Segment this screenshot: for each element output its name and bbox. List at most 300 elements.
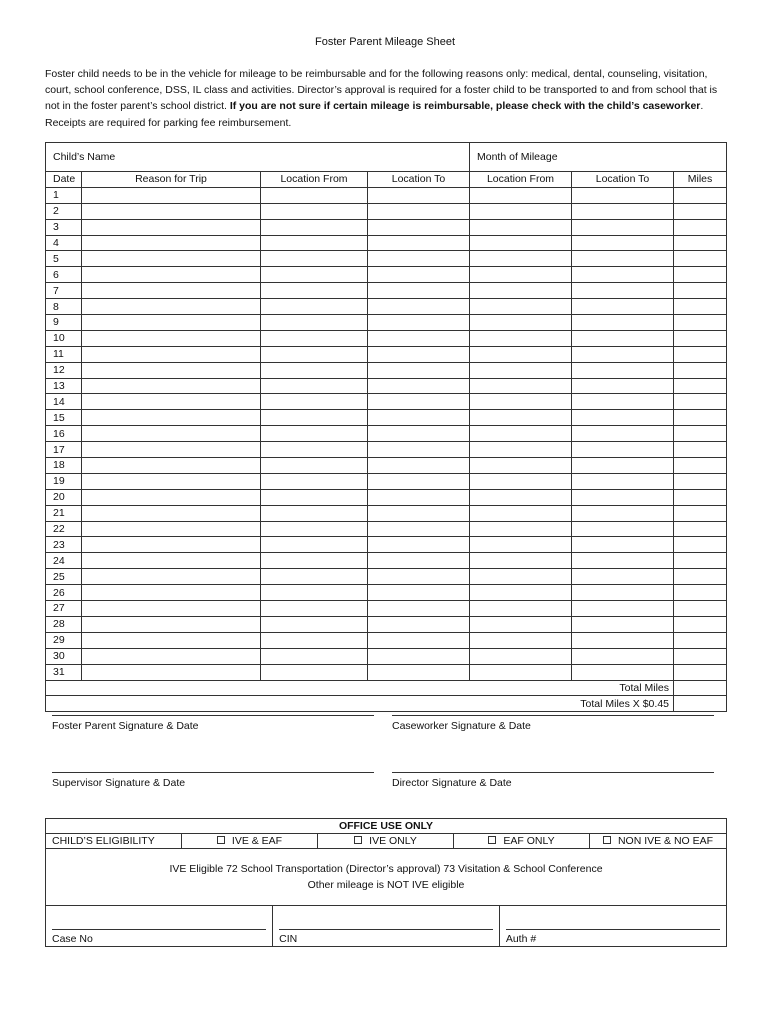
row-entry-cell[interactable] [470, 489, 572, 505]
option-ive-eaf[interactable] [182, 834, 318, 849]
option-eaf-only[interactable] [454, 834, 590, 849]
row-entry-cell[interactable] [261, 187, 368, 203]
row-entry-cell[interactable] [368, 346, 470, 362]
row-entry-cell[interactable] [82, 346, 261, 362]
table-row [46, 187, 727, 203]
row-day-number: 3 [46, 219, 82, 235]
auth-field[interactable] [499, 906, 726, 946]
table-row [46, 601, 727, 617]
row-entry-cell[interactable] [82, 442, 261, 458]
row-entry-cell[interactable] [261, 505, 368, 521]
row-entry-cell[interactable] [674, 616, 727, 632]
row-entry-cell[interactable] [261, 553, 368, 569]
row-entry-cell[interactable] [82, 473, 261, 489]
row-day-number: 19 [46, 473, 82, 489]
row-entry-cell[interactable] [572, 553, 674, 569]
row-entry-cell[interactable] [368, 489, 470, 505]
row-entry-cell[interactable] [82, 648, 261, 664]
row-day-number: 27 [46, 601, 82, 617]
instructions-paragraph [45, 66, 727, 131]
row-entry-cell[interactable] [674, 362, 727, 378]
row-entry-cell[interactable] [470, 553, 572, 569]
mileage-log-table [45, 142, 727, 712]
row-entry-cell[interactable] [470, 283, 572, 299]
row-entry-cell[interactable] [368, 616, 470, 632]
row-entry-cell[interactable] [261, 537, 368, 553]
table-row [46, 458, 727, 474]
row-entry-cell[interactable] [368, 362, 470, 378]
row-entry-cell[interactable] [82, 267, 261, 283]
row-entry-cell[interactable] [261, 378, 368, 394]
instructions-bold-text: If you are not sure if certain mileage is reimbursable, please check with the child’s caseworker [229, 100, 701, 113]
row-entry-cell[interactable] [572, 505, 674, 521]
table-row [46, 251, 727, 267]
row-entry-cell[interactable] [261, 330, 368, 346]
row-entry-cell[interactable] [368, 315, 470, 331]
row-day-number: 1 [46, 187, 82, 203]
row-entry-cell[interactable] [674, 664, 727, 680]
table-row [46, 632, 727, 648]
row-entry-cell[interactable] [470, 378, 572, 394]
row-entry-cell[interactable] [674, 426, 727, 442]
option-non-ive-no-eaf[interactable] [590, 834, 727, 849]
table-row [46, 219, 727, 235]
col-location-from-1: Location From [261, 172, 368, 188]
row-entry-cell[interactable] [470, 458, 572, 474]
eligibility-note-line-1: IVE Eligible 72 School Transportation (Director’s approval) 73 Visitation & School Conference [169, 863, 603, 875]
row-entry-cell[interactable] [674, 235, 727, 251]
row-entry-cell[interactable] [470, 315, 572, 331]
row-entry-cell[interactable] [368, 394, 470, 410]
row-entry-cell[interactable] [82, 505, 261, 521]
row-entry-cell[interactable] [674, 489, 727, 505]
row-entry-cell[interactable] [572, 648, 674, 664]
row-entry-cell[interactable] [82, 616, 261, 632]
row-entry-cell[interactable] [572, 187, 674, 203]
row-entry-cell[interactable] [82, 521, 261, 537]
row-entry-cell[interactable] [368, 330, 470, 346]
row-entry-cell[interactable] [261, 442, 368, 458]
row-entry-cell[interactable] [368, 473, 470, 489]
table-row [46, 489, 727, 505]
row-entry-cell[interactable] [82, 283, 261, 299]
row-entry-cell[interactable] [572, 569, 674, 585]
row-entry-cell[interactable] [368, 283, 470, 299]
total-miles-cell[interactable] [674, 680, 727, 696]
instructions-text: Foster child needs to be in the vehicle for mileage to be reimbursable and for the following reasons only: medical, dental, counseling, visitation, court, school conference, DSS, IL class and activities. Director’s approval is required for a foster child to be transported to and from school that is not in the foster parent’s school district. [45, 68, 718, 113]
row-day-number: 26 [46, 585, 82, 601]
table-row [46, 283, 727, 299]
row-day-number: 18 [46, 458, 82, 474]
total-amount-cell[interactable] [674, 696, 727, 712]
row-entry-cell[interactable] [674, 458, 727, 474]
row-entry-cell[interactable] [261, 362, 368, 378]
row-entry-cell[interactable] [572, 330, 674, 346]
supervisor-signature-label: Supervisor Signature & Date [52, 777, 186, 789]
total-rate-label: Total Miles X $0.45 [46, 696, 674, 712]
table-row [46, 569, 727, 585]
row-entry-cell[interactable] [470, 632, 572, 648]
foster-parent-signature-line[interactable] [52, 715, 374, 732]
row-entry-cell[interactable] [261, 632, 368, 648]
table-row [46, 521, 727, 537]
row-entry-cell[interactable] [674, 648, 727, 664]
row-entry-cell[interactable] [470, 362, 572, 378]
row-entry-cell[interactable] [674, 330, 727, 346]
row-entry-cell[interactable] [368, 251, 470, 267]
row-entry-cell[interactable] [674, 203, 727, 219]
office-use-heading: OFFICE USE ONLY [46, 819, 727, 834]
foster-parent-signature-label: Foster Parent Signature & Date [52, 720, 199, 732]
row-entry-cell[interactable] [261, 251, 368, 267]
row-entry-cell[interactable] [261, 569, 368, 585]
row-entry-cell[interactable] [572, 346, 674, 362]
row-entry-cell[interactable] [674, 410, 727, 426]
table-row [46, 394, 727, 410]
row-entry-cell[interactable] [572, 473, 674, 489]
row-entry-cell[interactable] [82, 251, 261, 267]
row-entry-cell[interactable] [82, 394, 261, 410]
row-entry-cell[interactable] [82, 299, 261, 315]
table-row [46, 203, 727, 219]
row-entry-cell[interactable] [368, 187, 470, 203]
childs-name-field[interactable]: Child’s Name [46, 143, 470, 172]
row-entry-cell[interactable] [82, 537, 261, 553]
row-day-number: 30 [46, 648, 82, 664]
row-day-number: 7 [46, 283, 82, 299]
supervisor-signature-line[interactable] [52, 772, 374, 789]
col-location-to-1: Location To [368, 172, 470, 188]
row-entry-cell[interactable] [470, 251, 572, 267]
option-label: NON IVE & NO EAF [617, 835, 714, 847]
col-reason: Reason for Trip [82, 172, 261, 188]
table-row [46, 585, 727, 601]
table-row [46, 410, 727, 426]
table-row [46, 362, 727, 378]
row-entry-cell[interactable] [261, 219, 368, 235]
row-entry-cell[interactable] [368, 458, 470, 474]
row-entry-cell[interactable] [368, 442, 470, 458]
row-entry-cell[interactable] [82, 458, 261, 474]
table-row [46, 648, 727, 664]
checkbox-icon[interactable] [488, 836, 496, 844]
row-entry-cell[interactable] [82, 187, 261, 203]
row-entry-cell[interactable] [368, 426, 470, 442]
row-day-number: 25 [46, 569, 82, 585]
row-entry-cell[interactable] [470, 219, 572, 235]
row-day-number: 9 [46, 315, 82, 331]
row-day-number: 5 [46, 251, 82, 267]
row-entry-cell[interactable] [470, 346, 572, 362]
row-entry-cell[interactable] [368, 505, 470, 521]
row-entry-cell[interactable] [572, 458, 674, 474]
table-row [46, 235, 727, 251]
row-entry-cell[interactable] [572, 664, 674, 680]
row-entry-cell[interactable] [261, 489, 368, 505]
row-entry-cell[interactable] [82, 315, 261, 331]
cin-field[interactable] [273, 906, 500, 946]
row-entry-cell[interactable] [572, 251, 674, 267]
row-entry-cell[interactable] [368, 537, 470, 553]
row-entry-cell[interactable] [674, 521, 727, 537]
table-row [46, 315, 727, 331]
row-entry-cell[interactable] [261, 346, 368, 362]
table-row [46, 378, 727, 394]
row-entry-cell[interactable] [470, 442, 572, 458]
col-location-from-2: Location From [470, 172, 572, 188]
row-entry-cell[interactable] [470, 299, 572, 315]
row-entry-cell[interactable] [470, 601, 572, 617]
row-entry-cell[interactable] [572, 521, 674, 537]
table-row [46, 346, 727, 362]
eligibility-note [46, 849, 727, 906]
row-entry-cell[interactable] [261, 394, 368, 410]
row-entry-cell[interactable] [674, 505, 727, 521]
row-day-number: 17 [46, 442, 82, 458]
table-row [46, 267, 727, 283]
row-entry-cell[interactable] [470, 585, 572, 601]
month-of-mileage-field[interactable]: Month of Mileage [470, 143, 727, 172]
eligibility-row [46, 834, 727, 849]
row-entry-cell[interactable] [674, 537, 727, 553]
total-miles-row [46, 680, 727, 696]
table-row [46, 330, 727, 346]
row-entry-cell[interactable] [261, 664, 368, 680]
row-entry-cell[interactable] [368, 219, 470, 235]
row-entry-cell[interactable] [368, 585, 470, 601]
row-entry-cell[interactable] [261, 299, 368, 315]
row-entry-cell[interactable] [674, 473, 727, 489]
row-entry-cell[interactable] [674, 569, 727, 585]
row-entry-cell[interactable] [368, 378, 470, 394]
director-signature-label: Director Signature & Date [392, 777, 512, 789]
row-entry-cell[interactable] [470, 473, 572, 489]
table-row [46, 553, 727, 569]
col-miles: Miles [674, 172, 727, 188]
row-entry-cell[interactable] [368, 553, 470, 569]
row-entry-cell[interactable] [572, 601, 674, 617]
row-entry-cell[interactable] [572, 378, 674, 394]
caseworker-signature-line[interactable] [392, 715, 714, 732]
row-entry-cell[interactable] [470, 569, 572, 585]
col-location-to-2: Location To [572, 172, 674, 188]
row-day-number: 16 [46, 426, 82, 442]
page-title: Foster Parent Mileage Sheet [314, 36, 456, 48]
row-entry-cell[interactable] [572, 283, 674, 299]
option-label: EAF ONLY [503, 835, 555, 847]
row-entry-cell[interactable] [470, 537, 572, 553]
row-entry-cell[interactable] [674, 251, 727, 267]
row-day-number: 28 [46, 616, 82, 632]
row-entry-cell[interactable] [470, 616, 572, 632]
row-entry-cell[interactable] [82, 585, 261, 601]
row-entry-cell[interactable] [470, 521, 572, 537]
row-entry-cell[interactable] [261, 235, 368, 251]
row-day-number: 2 [46, 203, 82, 219]
col-date: Date [46, 172, 82, 188]
row-entry-cell[interactable] [572, 442, 674, 458]
row-entry-cell[interactable] [572, 489, 674, 505]
checkbox-icon[interactable] [217, 836, 225, 844]
row-day-number: 15 [46, 410, 82, 426]
row-entry-cell[interactable] [82, 553, 261, 569]
option-ive-only[interactable] [318, 834, 454, 849]
row-entry-cell[interactable] [572, 426, 674, 442]
row-entry-cell[interactable] [572, 632, 674, 648]
row-entry-cell[interactable] [368, 632, 470, 648]
cin-label: CIN [279, 929, 493, 945]
row-entry-cell[interactable] [261, 283, 368, 299]
total-miles-label: Total Miles [46, 680, 674, 696]
row-entry-cell[interactable] [470, 267, 572, 283]
row-entry-cell[interactable] [674, 267, 727, 283]
row-entry-cell[interactable] [470, 330, 572, 346]
row-entry-cell[interactable] [82, 235, 261, 251]
option-label: IVE & EAF [231, 835, 283, 847]
row-entry-cell[interactable] [572, 315, 674, 331]
row-entry-cell[interactable] [674, 553, 727, 569]
row-entry-cell[interactable] [82, 426, 261, 442]
row-day-number: 8 [46, 299, 82, 315]
checkbox-icon[interactable] [603, 836, 611, 844]
row-entry-cell[interactable] [674, 219, 727, 235]
row-entry-cell[interactable] [470, 648, 572, 664]
row-entry-cell[interactable] [368, 648, 470, 664]
row-entry-cell[interactable] [82, 489, 261, 505]
row-day-number: 20 [46, 489, 82, 505]
row-entry-cell[interactable] [674, 585, 727, 601]
row-day-number: 11 [46, 346, 82, 362]
row-day-number: 4 [46, 235, 82, 251]
row-entry-cell[interactable] [572, 267, 674, 283]
row-entry-cell[interactable] [368, 664, 470, 680]
row-entry-cell[interactable] [674, 632, 727, 648]
row-entry-cell[interactable] [470, 203, 572, 219]
table-row [46, 616, 727, 632]
row-entry-cell[interactable] [261, 585, 368, 601]
row-entry-cell[interactable] [572, 362, 674, 378]
auth-label: Auth # [506, 929, 720, 945]
row-entry-cell[interactable] [261, 426, 368, 442]
row-day-number: 31 [46, 664, 82, 680]
table-row [46, 473, 727, 489]
reference-fields-row [46, 906, 727, 947]
row-entry-cell[interactable] [470, 410, 572, 426]
row-day-number: 21 [46, 505, 82, 521]
row-entry-cell[interactable] [368, 203, 470, 219]
row-day-number: 10 [46, 330, 82, 346]
header-row [46, 143, 727, 172]
table-row [46, 426, 727, 442]
row-entry-cell[interactable] [674, 315, 727, 331]
row-entry-cell[interactable] [368, 299, 470, 315]
row-entry-cell[interactable] [261, 601, 368, 617]
table-row [46, 442, 727, 458]
row-entry-cell[interactable] [674, 187, 727, 203]
table-row [46, 299, 727, 315]
office-use-table [45, 818, 727, 947]
row-entry-cell[interactable] [82, 203, 261, 219]
row-entry-cell[interactable] [572, 219, 674, 235]
row-entry-cell[interactable] [368, 521, 470, 537]
option-label: IVE ONLY [369, 835, 417, 847]
row-entry-cell[interactable] [572, 585, 674, 601]
row-entry-cell[interactable] [82, 664, 261, 680]
row-entry-cell[interactable] [82, 362, 261, 378]
row-entry-cell[interactable] [261, 410, 368, 426]
row-entry-cell[interactable] [674, 283, 727, 299]
row-entry-cell[interactable] [470, 664, 572, 680]
row-entry-cell[interactable] [82, 569, 261, 585]
case-no-label: Case No [52, 929, 266, 945]
row-entry-cell[interactable] [470, 505, 572, 521]
case-no-field[interactable] [46, 906, 273, 946]
row-entry-cell[interactable] [261, 267, 368, 283]
row-entry-cell[interactable] [261, 648, 368, 664]
row-entry-cell[interactable] [470, 187, 572, 203]
eligibility-label: CHILD’S ELIGIBILITY [46, 834, 182, 849]
row-entry-cell[interactable] [261, 203, 368, 219]
row-entry-cell[interactable] [368, 410, 470, 426]
row-entry-cell[interactable] [674, 601, 727, 617]
row-day-number: 12 [46, 362, 82, 378]
row-entry-cell[interactable] [572, 394, 674, 410]
row-entry-cell[interactable] [674, 346, 727, 362]
row-entry-cell[interactable] [470, 235, 572, 251]
total-amount-row [46, 696, 727, 712]
row-entry-cell[interactable] [368, 601, 470, 617]
row-entry-cell[interactable] [82, 330, 261, 346]
row-entry-cell[interactable] [261, 458, 368, 474]
instructions-text-end: . Receipts are required for parking fee reimbursement. [45, 100, 704, 129]
row-entry-cell[interactable] [82, 632, 261, 648]
row-entry-cell[interactable] [82, 410, 261, 426]
row-entry-cell[interactable] [261, 315, 368, 331]
table-row [46, 505, 727, 521]
row-entry-cell[interactable] [470, 426, 572, 442]
row-entry-cell[interactable] [572, 537, 674, 553]
table-row [46, 537, 727, 553]
row-entry-cell[interactable] [368, 569, 470, 585]
row-entry-cell[interactable] [82, 378, 261, 394]
row-day-number: 6 [46, 267, 82, 283]
row-entry-cell[interactable] [674, 394, 727, 410]
row-entry-cell[interactable] [572, 616, 674, 632]
row-entry-cell[interactable] [572, 299, 674, 315]
table-row [46, 664, 727, 680]
row-entry-cell[interactable] [261, 473, 368, 489]
row-entry-cell[interactable] [368, 267, 470, 283]
row-entry-cell[interactable] [572, 203, 674, 219]
row-entry-cell[interactable] [82, 601, 261, 617]
row-entry-cell[interactable] [572, 235, 674, 251]
row-entry-cell[interactable] [674, 442, 727, 458]
row-entry-cell[interactable] [674, 299, 727, 315]
row-entry-cell[interactable] [261, 521, 368, 537]
director-signature-line[interactable] [392, 772, 714, 789]
row-day-number: 24 [46, 553, 82, 569]
checkbox-icon[interactable] [354, 836, 362, 844]
row-entry-cell[interactable] [368, 235, 470, 251]
row-day-number: 14 [46, 394, 82, 410]
row-entry-cell[interactable] [261, 616, 368, 632]
row-entry-cell[interactable] [674, 378, 727, 394]
row-day-number: 13 [46, 378, 82, 394]
row-day-number: 23 [46, 537, 82, 553]
row-entry-cell[interactable] [82, 219, 261, 235]
row-entry-cell[interactable] [572, 410, 674, 426]
row-entry-cell[interactable] [470, 394, 572, 410]
